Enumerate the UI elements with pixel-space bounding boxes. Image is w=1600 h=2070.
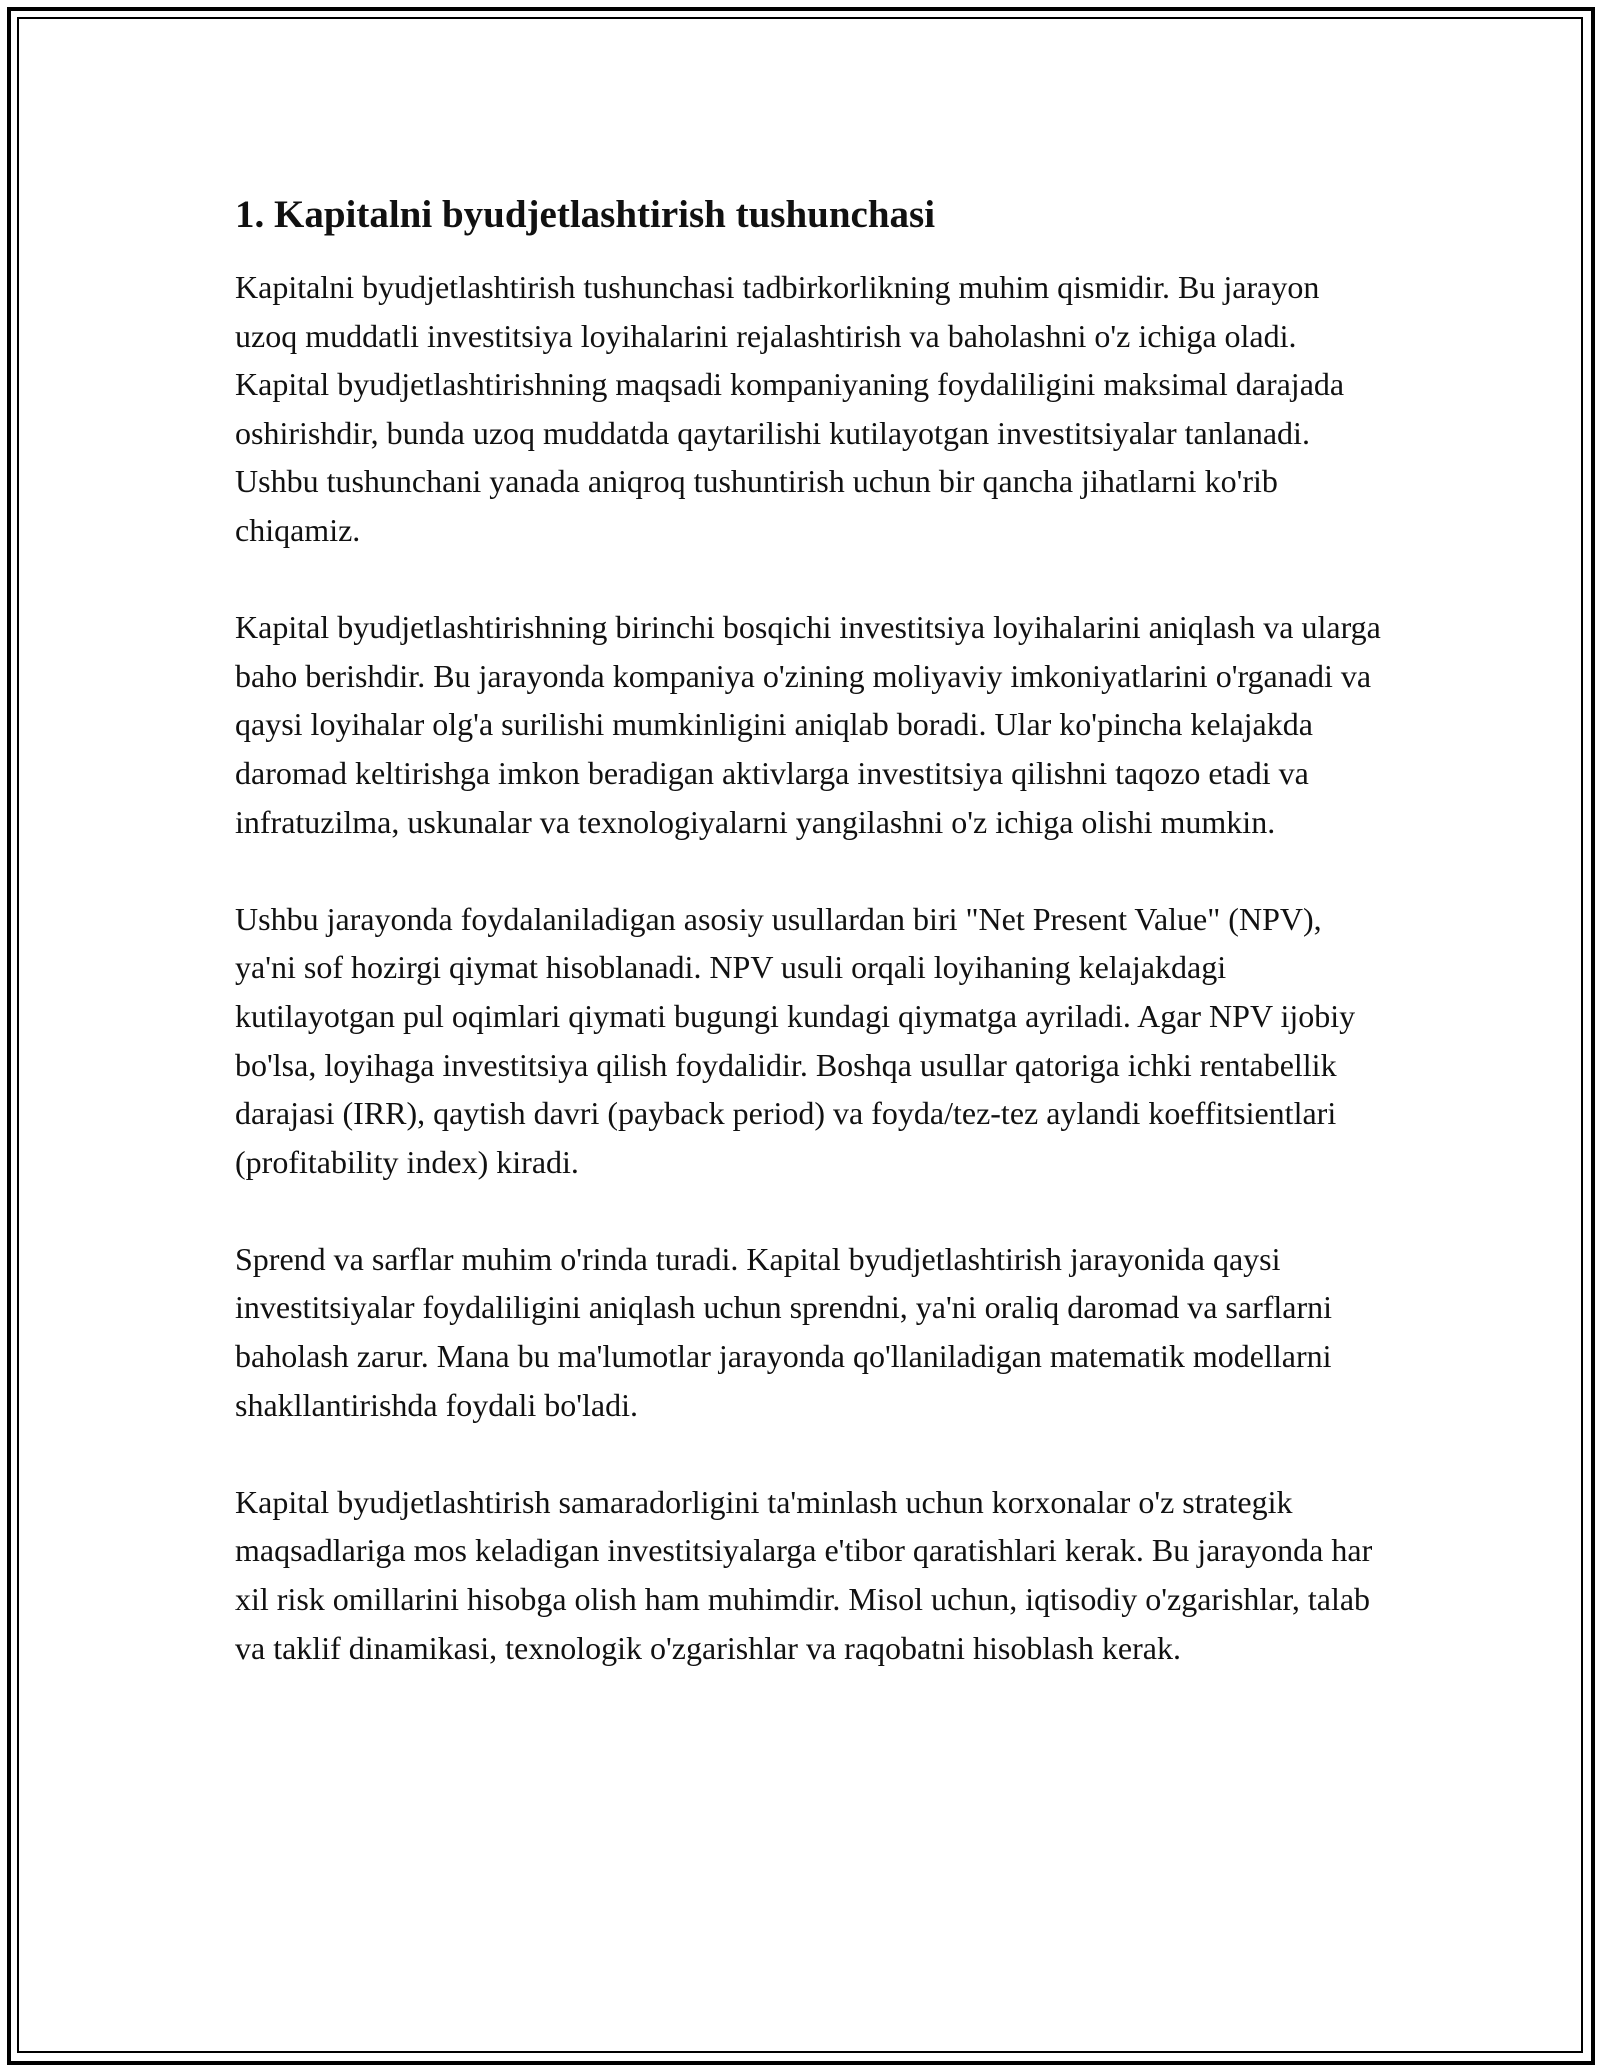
paragraph-1: Kapitalni byudjetlashtirish tushunchasi tadbirkorlikning muhim qismidir. Bu jarayon uzoq muddatli investitsiya loyihalarini rejalashtirish va baholashni o'z ichiga oladi. Kapital byudjetlashtirishning maqsadi kompaniyaning foydaliligini maksimal darajada oshirishdir, bunda uzoq muddatda qaytarilishi kutilayotgan investitsiyalar tanlanadi. Ushbu tushunchani yanada aniqroq tushuntirish uchun bir qancha jihatlarni ko'rib chiqamiz. — [235, 269, 1345, 548]
document-body — [235, 185, 1385, 1721]
paragraph-5: Kapital byudjetlashtirish samaradorligini ta'minlash uchun korxonalar o'z strategik maqsadlariga mos keladigan investitsiyalarga e'tibor qaratishlari kerak. Bu jarayonda har xil risk omillarini hisobga olish ham muhimdir. Misol uchun, iqtisodiy o'zgarishlar, talab va taklif dinamikasi, texnologik o'zgarishlar va raqobatni hisoblash kerak. — [235, 1483, 1373, 1666]
section-heading: 1. Kapitalni byudjetlashtirish tushunchasi — [235, 193, 936, 236]
paragraph-2: Kapital byudjetlashtirishning birinchi bosqichi investitsiya loyihalarini aniqlash va ularga baho berishdir. Bu jarayonda kompaniya o'zining moliyaviy imkoniyatlarini o'rganadi va qaysi loyihalar olg'a surilishi mumkinligini aniqlab boradi. Ular ko'pincha kelajakda daromad keltirishga imkon beradigan aktivlarga investitsiya qilishni taqozo etadi va infratuzilma, uskunalar va texnologiyalarni yangilashni o'z ichiga olishi mumkin. — [235, 609, 1381, 840]
paragraph-3: Ushbu jarayonda foydalaniladigan asosiy usullardan biri "Net Present Value" (NPV), ya'ni sof hozirgi qiymat hisoblanadi. NPV usuli orqali loyihaning kelajakdagi kutilayotgan pul oqimlari qiymati bugungi kundagi qiymatga ayriladi. Agar NPV ijobiy bo'lsa, loyihaga investitsiya qilish foydalidir. Boshqa usullar qatoriga ichki rentabellik darajasi (IRR), qaytish davri (payback period) va foyda/tez-tez aylandi koeffitsientlari (profitability index) kiradi. — [235, 900, 1356, 1180]
paragraph-4: Sprend va sarflar muhim o'rinda turadi. Kapital byudjetlashtirish jarayonida qaysi investitsiyalar foydaliligini aniqlash uchun sprendni, ya'ni oraliq daromad va sarflarni baholash zarur. Mana bu ma'lumotlar jarayonda qo'llaniladigan matematik modellarni shakllantirishda foydali bo'ladi. — [235, 1240, 1333, 1423]
